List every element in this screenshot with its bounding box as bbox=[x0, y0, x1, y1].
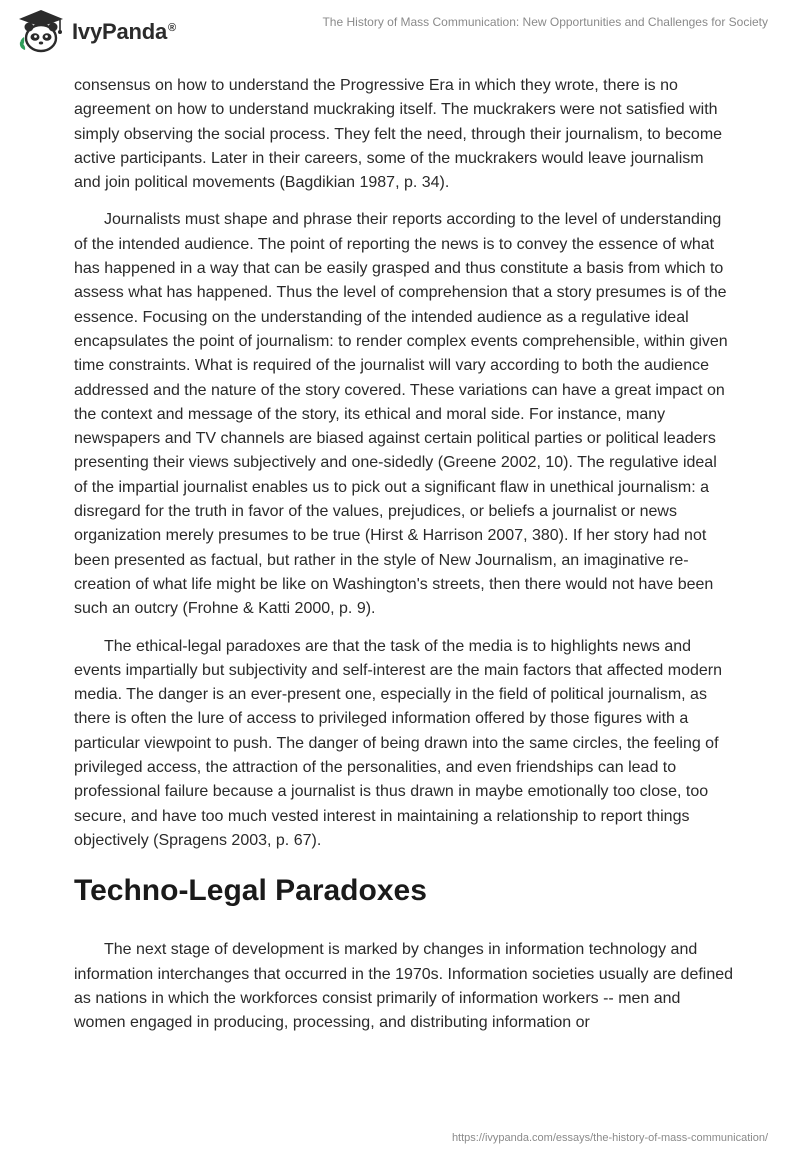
paragraph: The ethical-legal paradoxes are that the task of the media is to highlights news and events impartially but subjectivity and self-interest are the main factors that affected modern media. The danger is an ever-present one, especially in the field of political journalism, as there is often the lure of access to privileged information offered by those figures with a particular viewpoint to push. The danger of being drawn into the same circles, the feeling of privileged access, the attraction of the personalities, and even friendships can lead to professional failure because a journalist is thus drawn in maybe emotionally too close, too secure, and have too much vested interest in maintaining a relationship to report things objectively (Spragens 2003, p. 67). bbox=[74, 637, 723, 849]
section-heading: Techno-Legal Paradoxes bbox=[74, 874, 427, 908]
essay-body bbox=[74, 74, 734, 1048]
page-header bbox=[0, 0, 800, 60]
paragraph: Journalists must shape and phrase their reports according to the level of understanding of the intended audience. The point of reporting the news is to convey the essence of what has happened in a way that can be easily grasped and thus constitute a basis from which to assess what has happened. Thus the level of comprehension that a story presumes is of the essence. Focusing on the understanding of the intended audience as a regulative ideal encapsulates the point of journalism: to render complex events comprehensible, within given time constraints. What is required of the journalist will vary according to both the audience addressed and the nature of the story covered. These variations can have a great impact on the context and message of the story, its ethical and moral side. For instance, many newspapers and TV channels are biased against certain political parties or political leaders presenting their views subjectively and one-sidedly (Greene 2002, 10). The regulative ideal of the impartial journalist enables us to pick out a significant flaw in unethical journalism: a disregard for the truth in favor of the values, prejudices, or beliefs a journalist or news organization merely presumes to be true (Hirst & Harrison 2007, 380). If her story had not been presented as factual, but rather in the style of New Journalism, an imaginative re-creation of what life might be like on Washington's streets, then there would not have been such an outcry (Frohne & Katti 2000, p. 9). bbox=[74, 211, 728, 618]
panda-graduate-icon bbox=[14, 9, 68, 53]
paragraph-continued: consensus on how to understand the Progressive Era in which they wrote, there is no agreement on how to understand muckraking itself. The muckrakers were not satisfied with simply observing the social process. They felt the need, through their journalism, to become active participants. Later in their careers, some of the muckrakers would leave journalism and join political movements (Bagdikian 1987, p. 34). bbox=[74, 77, 723, 192]
paragraph: The next stage of development is marked by changes in information technology and information interchanges that occurred in the 1970s. Information societies usually are defined as nations in which the workforces consist primarily of information workers -- men and women engaged in producing, processing, and distributing information or bbox=[74, 941, 734, 1032]
source-url[interactable]: https://ivypanda.com/essays/the-history-of-mass-communication/ bbox=[451, 1132, 768, 1144]
document-title: The History of Mass Communication: New Opportunities and Challenges for Society bbox=[322, 15, 768, 29]
ivypanda-logo[interactable] bbox=[14, 9, 176, 53]
brand-name: IvyPanda® bbox=[72, 19, 176, 44]
